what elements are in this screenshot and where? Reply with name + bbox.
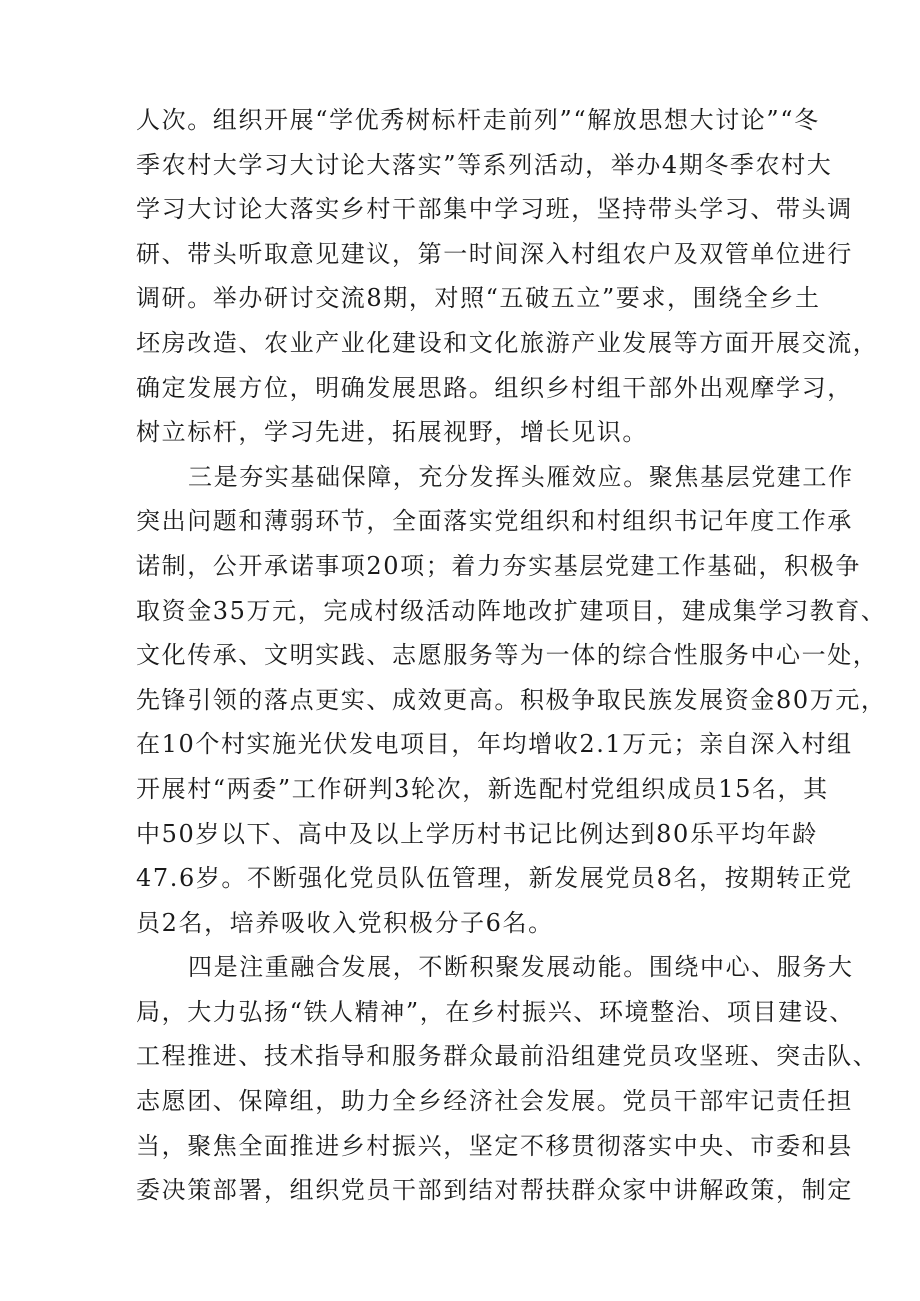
text-line: 工程推进、技术指导和服务群众最前沿组建党员攻坚班、突击队、 [136,1042,879,1071]
text-line: 人次。组织开展“学优秀树标杆走前列”“解放思想大讨论”“冬 [136,106,820,134]
text-line: 先锋引领的落点更实、成效更高。积极争取民族发展资金80万元， [136,685,887,714]
text-line: 学习大讨论大落实乡村干部集中学习班，坚持带头学习、带头调 [136,195,853,224]
paragraph-start-line: 三是夯实基础保障，充分发挥头雁效应。聚焦基层党建工作 [188,462,854,491]
text-line: 47.6岁。不断强化党员队伍管理，新发展党员8名，按期转正党 [136,864,853,893]
body-text [136,98,887,1213]
text-line: 在10个村实施光伏发电项目，年均增收2.1万元；亲自深入村组 [136,730,853,759]
text-line: 取资金35万元，完成村级活动阵地改扩建项目，建成集学习教育、 [136,596,887,625]
text-line: 文化传承、文明实践、志愿服务等为一体的综合性服务中心一处， [136,641,879,670]
paragraph-start-line: 四是注重融合发展，不断积聚发展动能。围绕中心、服务大 [188,953,854,982]
text-line: 突出问题和薄弱环节，全面落实党组织和村组织书记年度工作承 [136,507,853,536]
text-line: 当，聚焦全面推进乡村振兴，坚定不移贯彻落实中央、市委和县 [136,1131,853,1160]
text-line: 中50岁以下、高中及以上学历村书记比例达到80乐平均年龄 [136,819,818,848]
text-line: 诺制，公开承诺事项20项；着力夯实基层党建工作基础，积极争 [136,551,861,580]
text-line: 局，大力弘扬“铁人精神”，在乡村振兴、环境整治、项目建设、 [136,997,855,1026]
text-line: 委决策部署，组织党员干部到结对帮扶群众家中讲解政策，制定 [136,1176,853,1205]
text-line: 开展村“两委”工作研判3轮次，新选配村党组织成员15名，其 [136,774,829,803]
text-line: 志愿团、保障组，助力全乡经济社会发展。党员干部牢记责任担 [136,1087,853,1116]
text-line: 季农村大学习大讨论大落实”等系列活动，举办4期冬季农村大 [136,150,833,179]
text-line: 员2名，培养吸收入党积极分子6名。 [136,908,554,937]
text-line: 坯房改造、农业产业化建设和文化旅游产业发展等方面开展交流， [136,328,879,357]
text-line: 研、带头听取意见建议，第一时间深入村组农户及双管单位进行 [136,239,853,268]
text-line: 树立标杆，学习先进，拓展视野，增长见识。 [136,418,648,447]
text-line: 调研。举办研讨交流8期，对照“五破五立”要求，围绕全乡土 [136,284,821,313]
text-line: 确定发展方位，明确发展思路。组织乡村组干部外出观摩学习， [136,373,853,402]
